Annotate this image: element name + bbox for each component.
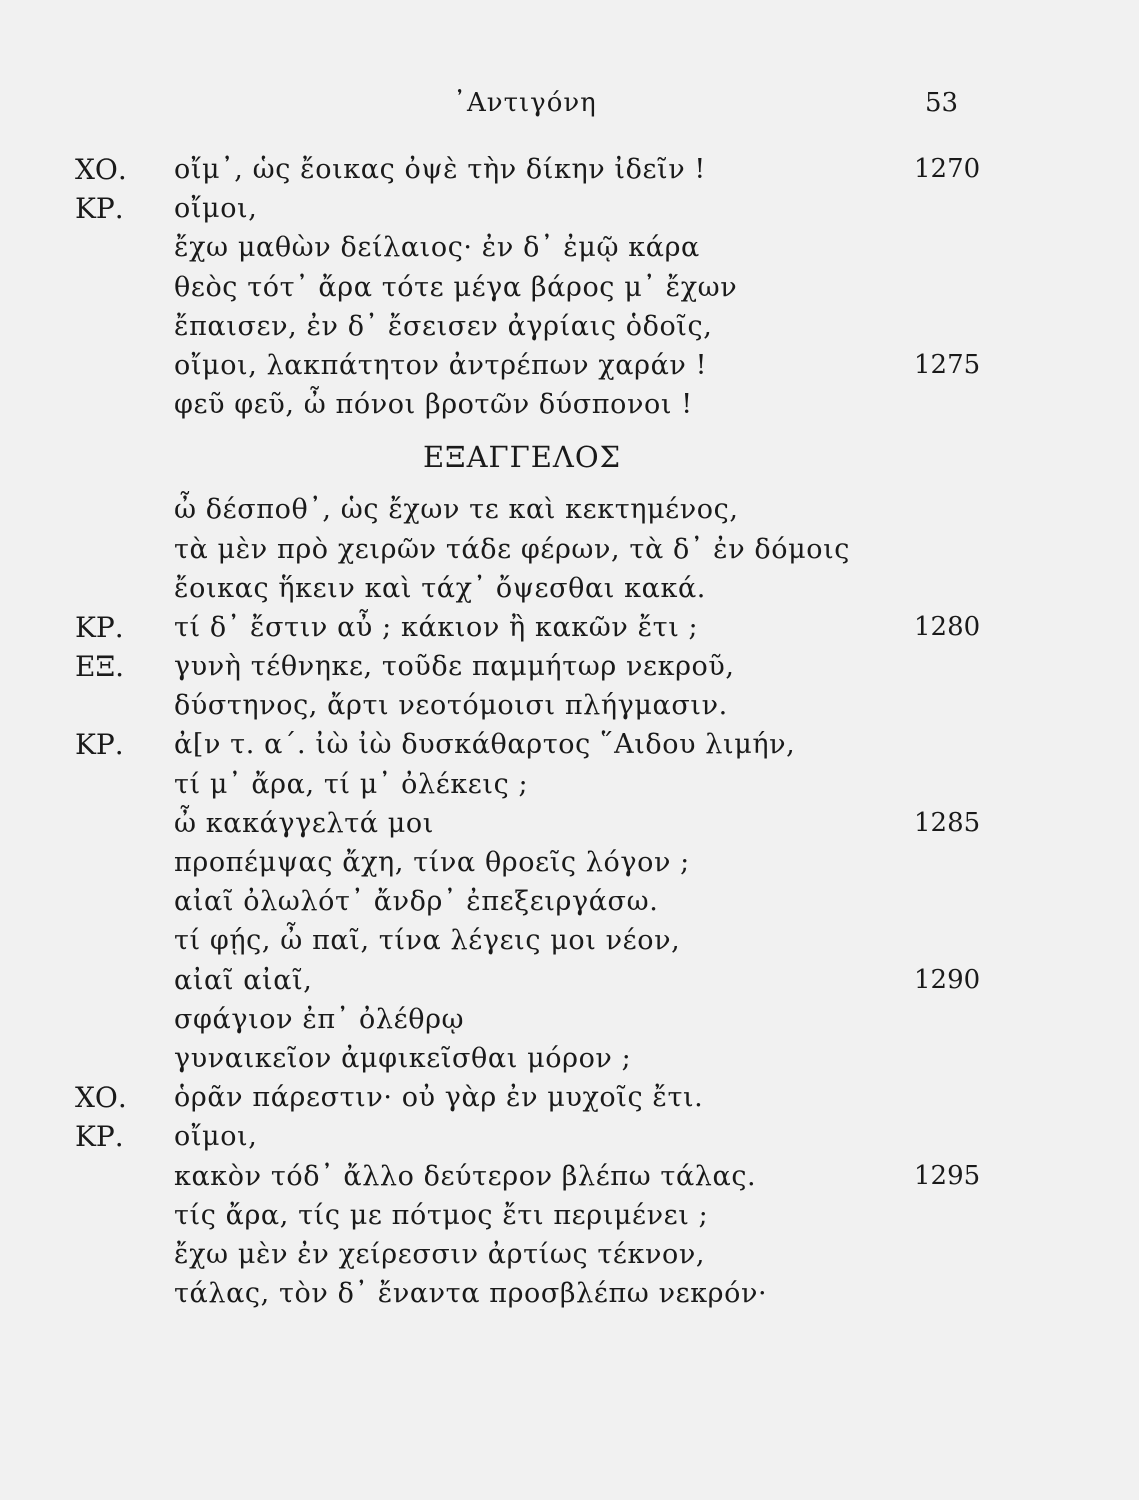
verse-text-line: ἔπαισεν, ἐν δ᾿ ἔσεισεν ἀγρίαις ὁδοῖς,	[174, 310, 713, 342]
speaker-label: ΕΞ.	[75, 650, 125, 684]
verse-text-line: ὦ κακάγγελτά μοι	[174, 807, 434, 839]
verse-line	[0, 686, 1139, 725]
verse-text-line: προπέμψας ἄχη, τίνα θροεῖς λόγον ;	[174, 847, 690, 878]
verse-text-line: τί μ᾿ ἄρα, τί μ᾿ ὀλέκεις ;	[174, 768, 529, 800]
verse-line	[0, 765, 1139, 804]
verse-line	[0, 150, 1139, 189]
page-header	[0, 88, 1139, 128]
verse-line	[0, 228, 1139, 267]
verse-text-line: ἀ[ν τ. α΄. ἰὼ ἰὼ δυσκάθαρτος ῞Αιδου λιμήν,	[174, 729, 796, 761]
verse-text-line: θεὸς τότ᾿ ἄρα τότε μέγα βάρος μ᾿ ἔχων	[174, 271, 738, 303]
speaker-heading-line	[0, 424, 1139, 490]
line-number: 1295	[914, 1160, 981, 1191]
verse-line	[0, 189, 1139, 228]
verse-line	[0, 1117, 1139, 1156]
verse-line	[0, 843, 1139, 882]
line-number: 1275	[914, 349, 981, 380]
verse-text-line: γυνὴ τέθνηκε, τοῦδε παμμήτωρ νεκροῦ,	[174, 651, 735, 683]
verse-line	[0, 725, 1139, 764]
speaker-label: ΚΡ.	[75, 1120, 124, 1154]
line-number: 1280	[914, 611, 981, 642]
verse-line	[0, 307, 1139, 346]
verse-text-line: δύστηνος, ἄρτι νεοτόμοισι πλήγμασιν.	[174, 690, 728, 722]
speaker-label: ΚΡ.	[75, 610, 124, 644]
verse-text-line: οἴμοι, λακπάτητον ἀντρέπων χαράν !	[174, 349, 708, 381]
verse-line	[0, 1039, 1139, 1078]
verse-line	[0, 1157, 1139, 1196]
speaker-label: ΚΡ.	[75, 192, 124, 226]
verse-line	[0, 530, 1139, 569]
verse-line	[0, 346, 1139, 385]
verse-line	[0, 385, 1139, 424]
line-number: 1285	[914, 807, 981, 838]
line-number: 1270	[914, 154, 981, 184]
verse-text-line: οἴμοι,	[174, 193, 258, 225]
verse-line	[0, 882, 1139, 921]
verse-text-line: τίς ἄρα, τίς με πότμος ἔτι περιμένει ;	[174, 1199, 709, 1231]
line-number: 1290	[914, 964, 981, 995]
verse-text-line: αἰαῖ ὀλωλότ᾿ ἄνδρ᾿ ἐπεξειργάσω.	[174, 886, 659, 918]
running-title: ᾿Αντιγόνη	[453, 88, 597, 118]
verse-text-line: ὁρᾶν πάρεστιν· οὐ γὰρ ἐν μυχοῖς ἔτι.	[174, 1082, 704, 1114]
verse-text-line: οἴμοι,	[174, 1121, 258, 1153]
verse-line	[0, 961, 1139, 1000]
verse-text-line: τί φῄς, ὦ παῖ, τίνα λέγεις μοι νέον,	[174, 925, 681, 957]
verse-text-line: τάλας, τὸν δ᾿ ἔναντα προσβλέπω νεκρόν·	[174, 1278, 768, 1310]
verse-text-line: κακὸν τόδ᾿ ἄλλο δεύτερον βλέπω τάλας.	[174, 1160, 757, 1192]
verse-text-line: τί δ᾿ ἔστιν αὖ ; κάκιον ἢ κακῶν ἔτι ;	[174, 611, 699, 643]
verse-text-line: αἰαῖ αἰαῖ,	[174, 964, 313, 996]
verse-text-line: ὦ δέσποθ᾿, ὡς ἔχων τε καὶ κεκτημένος,	[174, 494, 739, 526]
speaker-label: ΧΟ.	[75, 1081, 127, 1115]
verse-line	[0, 569, 1139, 608]
verse-text-line: τὰ μὲν πρὸ χειρῶν τάδε φέρων, τὰ δ᾿ ἐν δόμοις	[174, 533, 851, 565]
speaker-label: ΚΡ.	[75, 728, 124, 762]
speaker-label: ΧΟ.	[75, 153, 127, 186]
verse-text-line: ἔχω μαθὼν δείλαιος· ἐν δ᾿ ἐμῷ κάρα	[174, 232, 700, 264]
verse-line	[0, 1196, 1139, 1235]
verse-line	[0, 1078, 1139, 1117]
verse-line	[0, 608, 1139, 647]
verse-line	[0, 804, 1139, 843]
page-number: 53	[925, 88, 959, 118]
verse-line	[0, 1000, 1139, 1039]
verse-line	[0, 1235, 1139, 1274]
verse-line	[0, 647, 1139, 686]
verse-line	[0, 1274, 1139, 1313]
verse-text-line: οἴμ᾿, ὡς ἔοικας ὀψὲ τὴν δίκην ἰδεῖν !	[174, 154, 706, 185]
verse-text-line: φεῦ φεῦ, ὦ πόνοι βροτῶν δύσπονοι !	[174, 389, 693, 421]
verse-line	[0, 490, 1139, 529]
verse-text-line: γυναικεῖον ἀμφικεῖσθαι μόρον ;	[174, 1042, 632, 1074]
speaker-heading: ΕΞΑΓΓΕΛΟΣ	[423, 440, 622, 475]
verse-text-line: ἔχω μὲν ἐν χείρεσσιν ἀρτίως τέκνον,	[174, 1238, 706, 1270]
verse-text-line: σφάγιον ἐπ᾿ ὀλέθρῳ	[174, 1003, 465, 1035]
verse-text-line: ἔοικας ἥκειν καὶ τάχ᾿ ὄψεσθαι κακά.	[174, 572, 706, 604]
verse-line	[0, 268, 1139, 307]
verse-line	[0, 921, 1139, 960]
verse-text	[0, 150, 1139, 1313]
